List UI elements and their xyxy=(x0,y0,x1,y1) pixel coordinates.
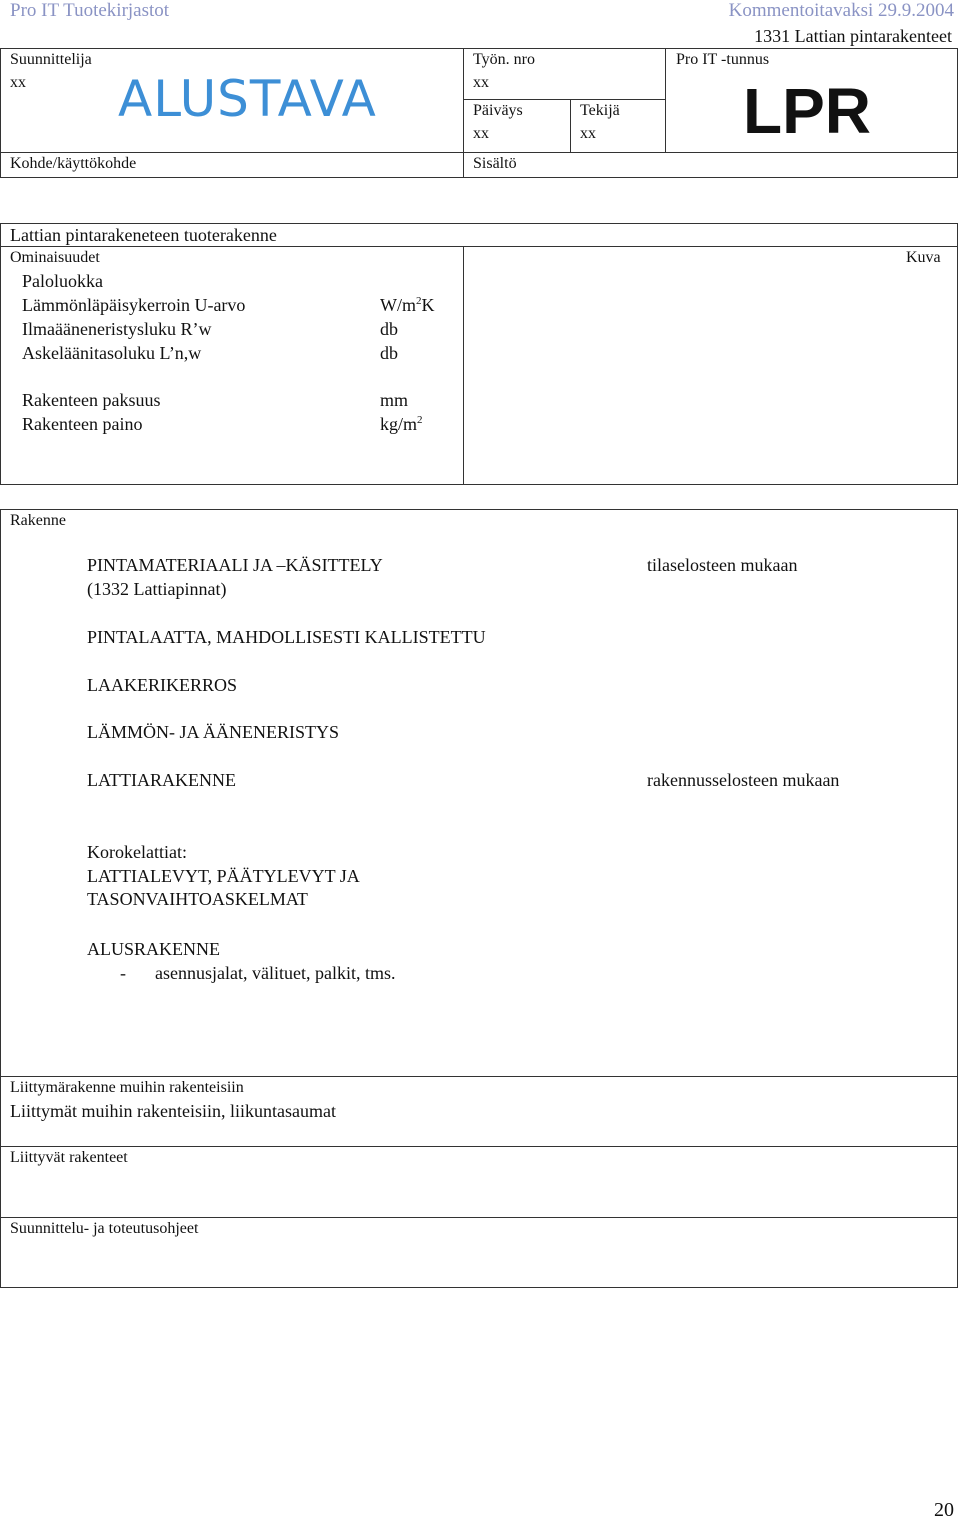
alustava-stamp: ALUSTAVA xyxy=(118,70,377,128)
list-dash: - xyxy=(120,963,126,983)
property-name: Rakenteen paksuus xyxy=(22,390,161,410)
property-name: Rakenteen paino xyxy=(22,414,143,434)
divider xyxy=(463,152,958,153)
layer-name: LATTIARAKENNE xyxy=(87,770,236,790)
ohjeet-heading: Suunnittelu- ja toteutusohjeet xyxy=(10,1220,199,1237)
layer-ref: (1332 Lattiapinnat) xyxy=(87,579,227,599)
rakenne-heading: Rakenne xyxy=(10,512,66,529)
paivays-value: xx xyxy=(473,125,489,142)
layer-name: PINTALAATTA, MAHDOLLISESTI KALLISTETTU xyxy=(87,627,486,647)
kohde-label: Kohde/käyttökohde xyxy=(10,155,137,172)
tyon-nro-value: xx xyxy=(473,74,489,91)
liittyma-heading: Liittymärakenne muihin rakenteisiin xyxy=(10,1079,244,1096)
properties-heading: Ominaisuudet xyxy=(10,249,100,266)
koroke-heading: Korokelattiat: xyxy=(87,842,187,862)
proit-label: Pro IT -tunnus xyxy=(676,51,770,68)
liittyma-text: Liittymät muihin rakenteisiin, liikuntasaumat xyxy=(10,1101,336,1121)
property-unit: db xyxy=(380,343,398,363)
property-unit: $W/m^2K$ xyxy=(380,295,435,315)
divider xyxy=(0,246,958,247)
alusrakenne-heading: ALUSRAKENNE xyxy=(87,939,220,959)
property-name: Askeläänitasoluku L’n,w xyxy=(22,343,202,363)
koroke-line: TASONVAIHTOASKELMAT xyxy=(87,889,308,909)
suunnittelija-label: Suunnittelija xyxy=(10,51,92,68)
divider xyxy=(0,152,463,153)
liittyvat-heading: Liittyvät rakenteet xyxy=(10,1149,128,1166)
layer-note: tilaselosteen mukaan xyxy=(647,555,798,575)
layer-name: PINTAMATERIAALI JA –KÄSITTELY xyxy=(87,555,383,575)
divider xyxy=(463,99,665,100)
tekija-value: xx xyxy=(580,125,596,142)
kuva-label: Kuva xyxy=(906,249,941,266)
property-name: Lämmönläpäisykerroin U-arvo xyxy=(22,295,246,315)
suunnittelija-value: xx xyxy=(10,74,26,91)
alusrakenne-item: asennusjalat, välituet, palkit, tms. xyxy=(155,963,396,983)
tekija-label: Tekijä xyxy=(580,102,620,119)
divider xyxy=(463,48,464,178)
paivays-label: Päiväys xyxy=(473,102,523,119)
layer-note: rakennusselosteen mukaan xyxy=(647,770,840,790)
property-unit: db xyxy=(380,319,398,339)
page-number: 20 xyxy=(934,1499,954,1521)
header-subtitle: 1331 Lattian pintarakenteet xyxy=(754,26,952,46)
sisalto-label: Sisältö xyxy=(473,155,517,172)
liittyvat-block xyxy=(0,1146,958,1218)
header-left: Pro IT Tuotekirjastot xyxy=(10,0,170,21)
property-name: Ilmaääneneristysluku R’w xyxy=(22,319,212,339)
header-right: Kommentoitavaksi 29.9.2004 xyxy=(728,0,954,21)
divider xyxy=(665,48,666,153)
divider xyxy=(570,99,571,153)
divider xyxy=(463,246,464,485)
layer-name: LAAKERIKERROS xyxy=(87,675,238,695)
property-unit: mm xyxy=(380,390,409,410)
tyon-nro-label: Työn. nro xyxy=(473,51,535,68)
proit-code: LPR xyxy=(743,75,871,147)
section-title: Lattian pintarakeneteen tuoterakenne xyxy=(10,225,277,245)
property-unit: $kg/m^2$ xyxy=(380,414,423,434)
property-name: Paloluokka xyxy=(22,271,103,291)
koroke-line: LATTIALEVYT, PÄÄTYLEVYT JA xyxy=(87,866,360,886)
layer-name: LÄMMÖN- JA ÄÄNENERISTYS xyxy=(87,722,340,742)
